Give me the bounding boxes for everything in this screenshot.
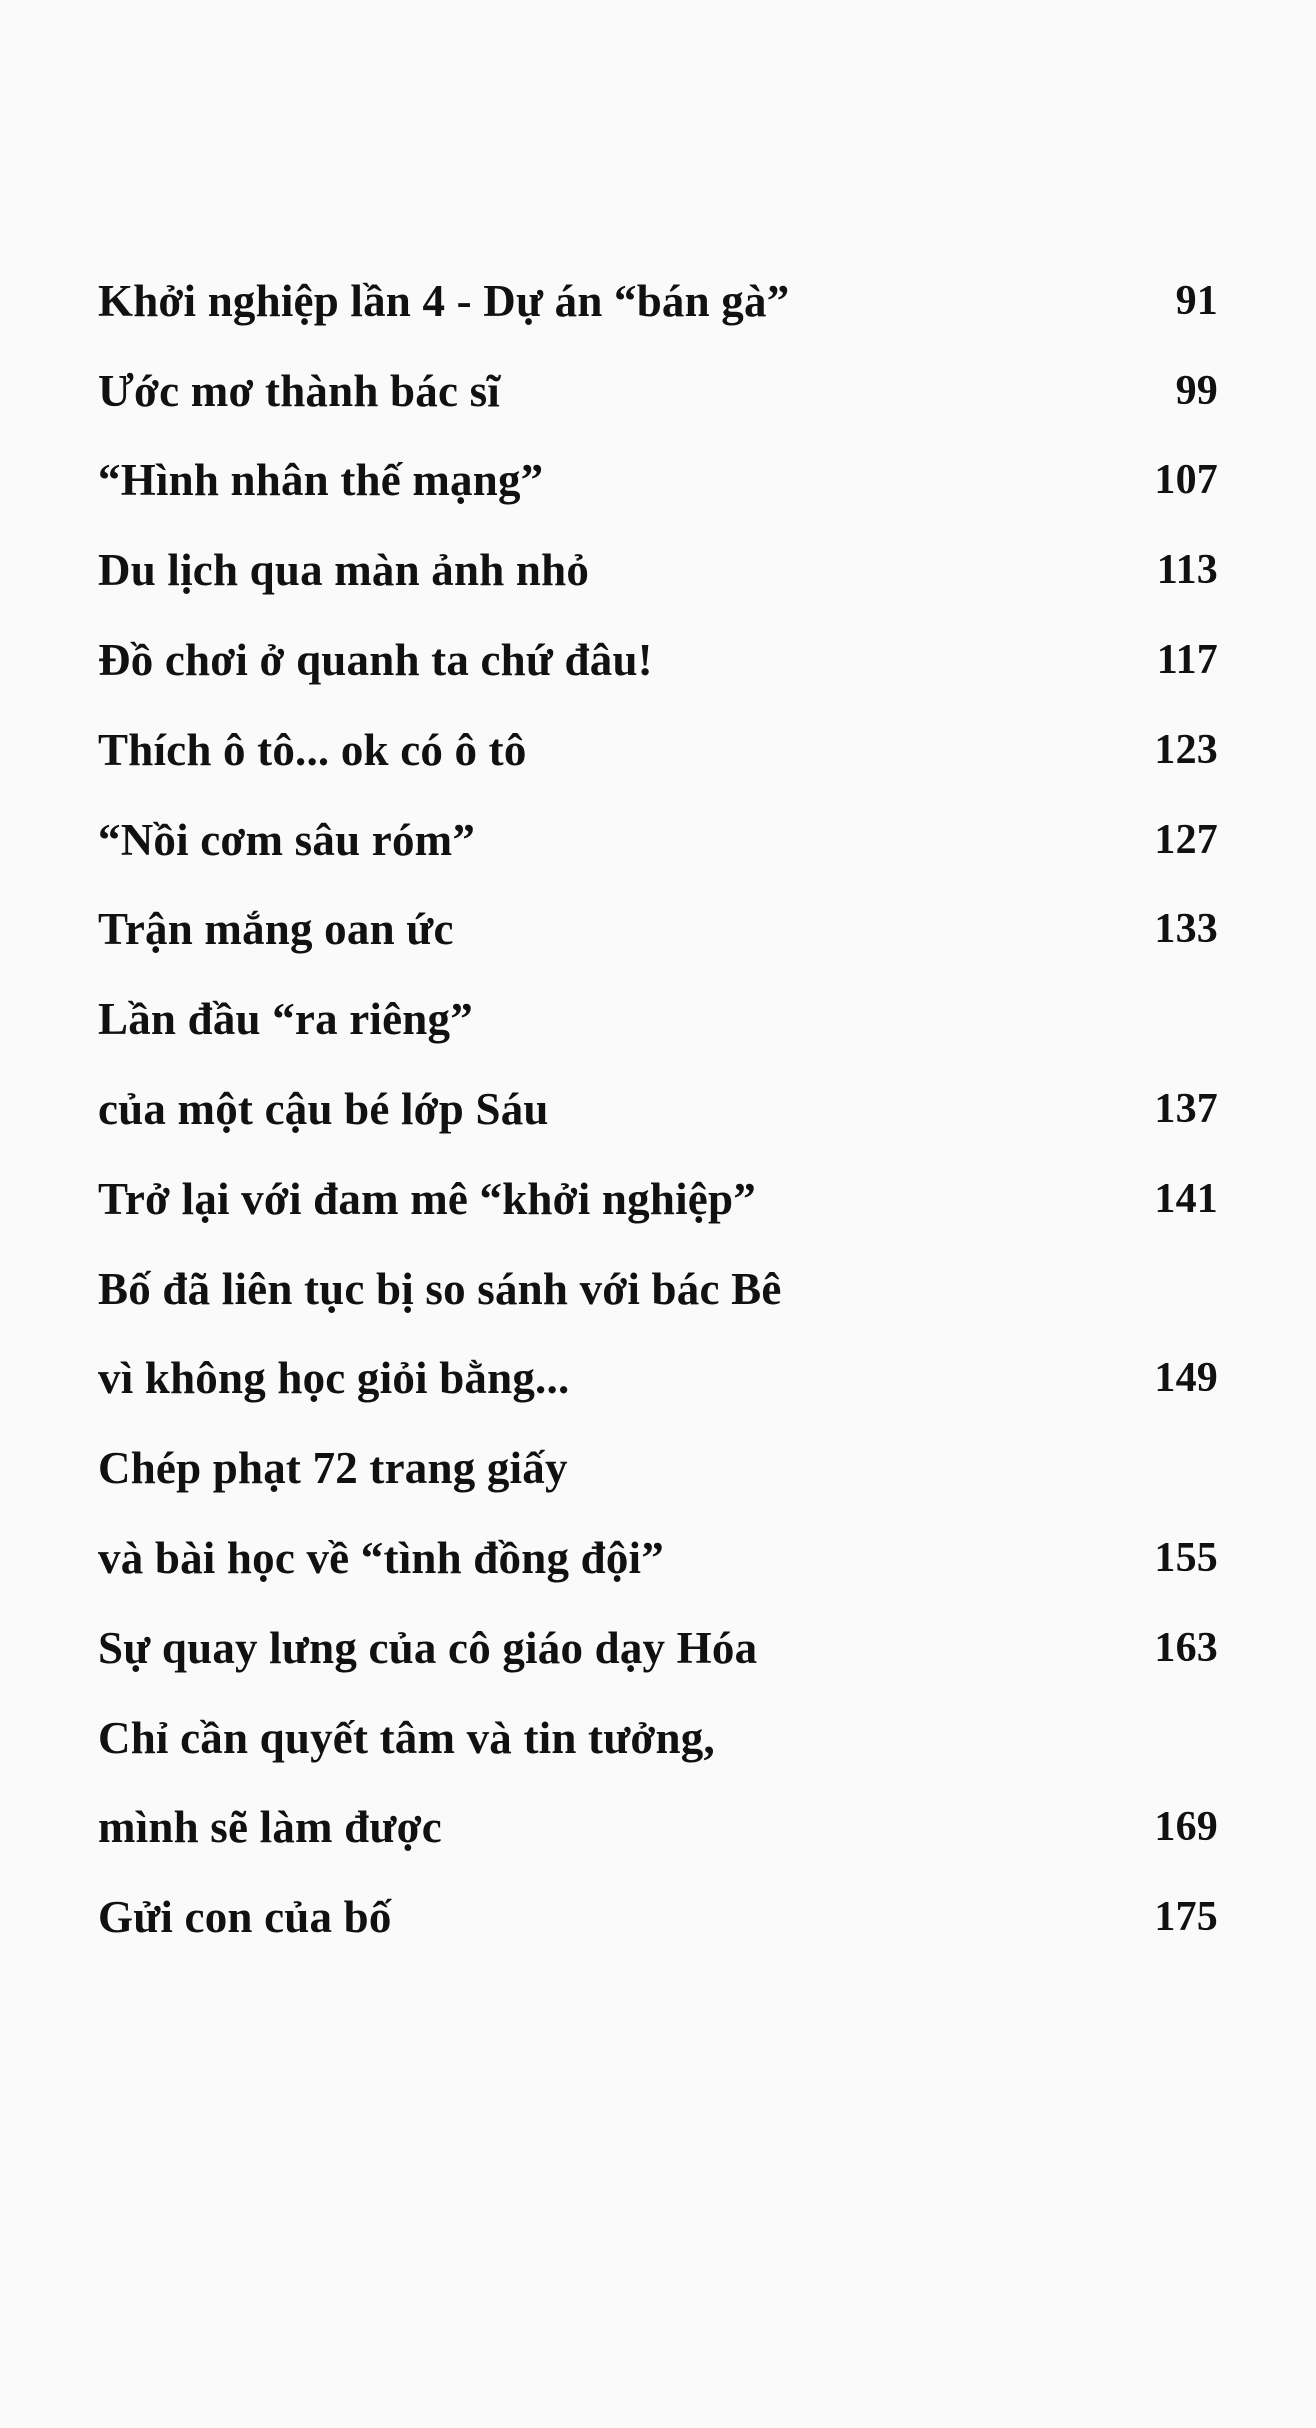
- toc-entry: [98, 885, 1218, 975]
- toc-entry-title: Khởi nghiệp lần 4 - Dự án “bán gà”: [98, 275, 790, 326]
- toc-entry-page-number: 163: [1154, 1624, 1218, 1671]
- toc-entry: [98, 795, 1218, 885]
- toc-entry-page-number: 137: [1154, 1086, 1218, 1133]
- toc-entry: [98, 1603, 1218, 1693]
- toc-entry-title: Lần đầu “ra riêng”: [98, 994, 473, 1045]
- toc-entry-title: “Hình nhân thế mạng”: [98, 455, 544, 506]
- toc-entry: [98, 525, 1218, 615]
- toc-entry: [98, 1064, 1218, 1154]
- toc-entry-title: vì không học giỏi bằng...: [98, 1353, 570, 1404]
- toc-entry-page-number: 133: [1154, 906, 1218, 953]
- toc-entry-title: của một cậu bé lớp Sáu: [98, 1084, 549, 1135]
- toc-entry-page-number: 99: [1175, 367, 1218, 414]
- toc-entry-title: Du lịch qua màn ảnh nhỏ: [98, 545, 590, 596]
- toc-entry: [98, 1513, 1218, 1603]
- toc-entry-title: Ước mơ thành bác sĩ: [98, 365, 500, 416]
- toc-entry: [98, 974, 1218, 1064]
- toc-entry-page-number: 149: [1154, 1355, 1218, 1402]
- toc-entry-title: Chỉ cần quyết tâm và tin tưởng,: [98, 1712, 715, 1763]
- toc-entry: [98, 1244, 1218, 1334]
- toc-entry-title: Trở lại với đam mê “khởi nghiệp”: [98, 1173, 756, 1224]
- toc-entry-title: Bố đã liên tục bị so sánh với bác Bê: [98, 1263, 782, 1314]
- toc-entry: [98, 1334, 1218, 1424]
- toc-entry-page-number: 113: [1156, 547, 1218, 594]
- toc-entry-page-number: 169: [1154, 1804, 1218, 1851]
- toc-entry: [98, 705, 1218, 795]
- toc-entry: [98, 436, 1218, 526]
- toc-entry-page-number: 127: [1154, 816, 1218, 863]
- toc-entry: [98, 1154, 1218, 1244]
- toc-entry: [98, 1783, 1218, 1873]
- toc-entry: [98, 1693, 1218, 1783]
- toc-entry-title: Đồ chơi ở quanh ta chứ đâu!: [98, 635, 653, 686]
- toc-entry-page-number: 123: [1154, 726, 1218, 773]
- toc-entry-title: Sự quay lưng của cô giáo dạy Hóa: [98, 1622, 758, 1673]
- toc-entry-title: Trận mắng oan ức: [98, 904, 454, 955]
- toc-entry-page-number: 155: [1154, 1535, 1218, 1582]
- toc-entry-title: và bài học về “tình đồng đội”: [98, 1533, 664, 1584]
- toc-entry-title: Gửi con của bố: [98, 1892, 392, 1943]
- toc-entry: [98, 346, 1218, 436]
- toc-entry-title: Chép phạt 72 trang giấy: [98, 1443, 568, 1494]
- table-of-contents: [98, 256, 1218, 1962]
- toc-entry-page-number: 175: [1154, 1894, 1218, 1941]
- toc-entry-page-number: 141: [1154, 1175, 1218, 1222]
- toc-entry: [98, 1423, 1218, 1513]
- toc-entry-page-number: 117: [1156, 637, 1218, 684]
- toc-entry-page-number: 91: [1175, 277, 1218, 324]
- toc-entry: [98, 256, 1218, 346]
- toc-entry: [98, 1872, 1218, 1962]
- toc-entry-title: “Nồi cơm sâu róm”: [98, 814, 476, 865]
- toc-entry-title: mình sẽ làm được: [98, 1802, 442, 1853]
- toc-entry-title: Thích ô tô... ok có ô tô: [98, 724, 527, 775]
- toc-entry-page-number: 107: [1154, 457, 1218, 504]
- toc-entry: [98, 615, 1218, 705]
